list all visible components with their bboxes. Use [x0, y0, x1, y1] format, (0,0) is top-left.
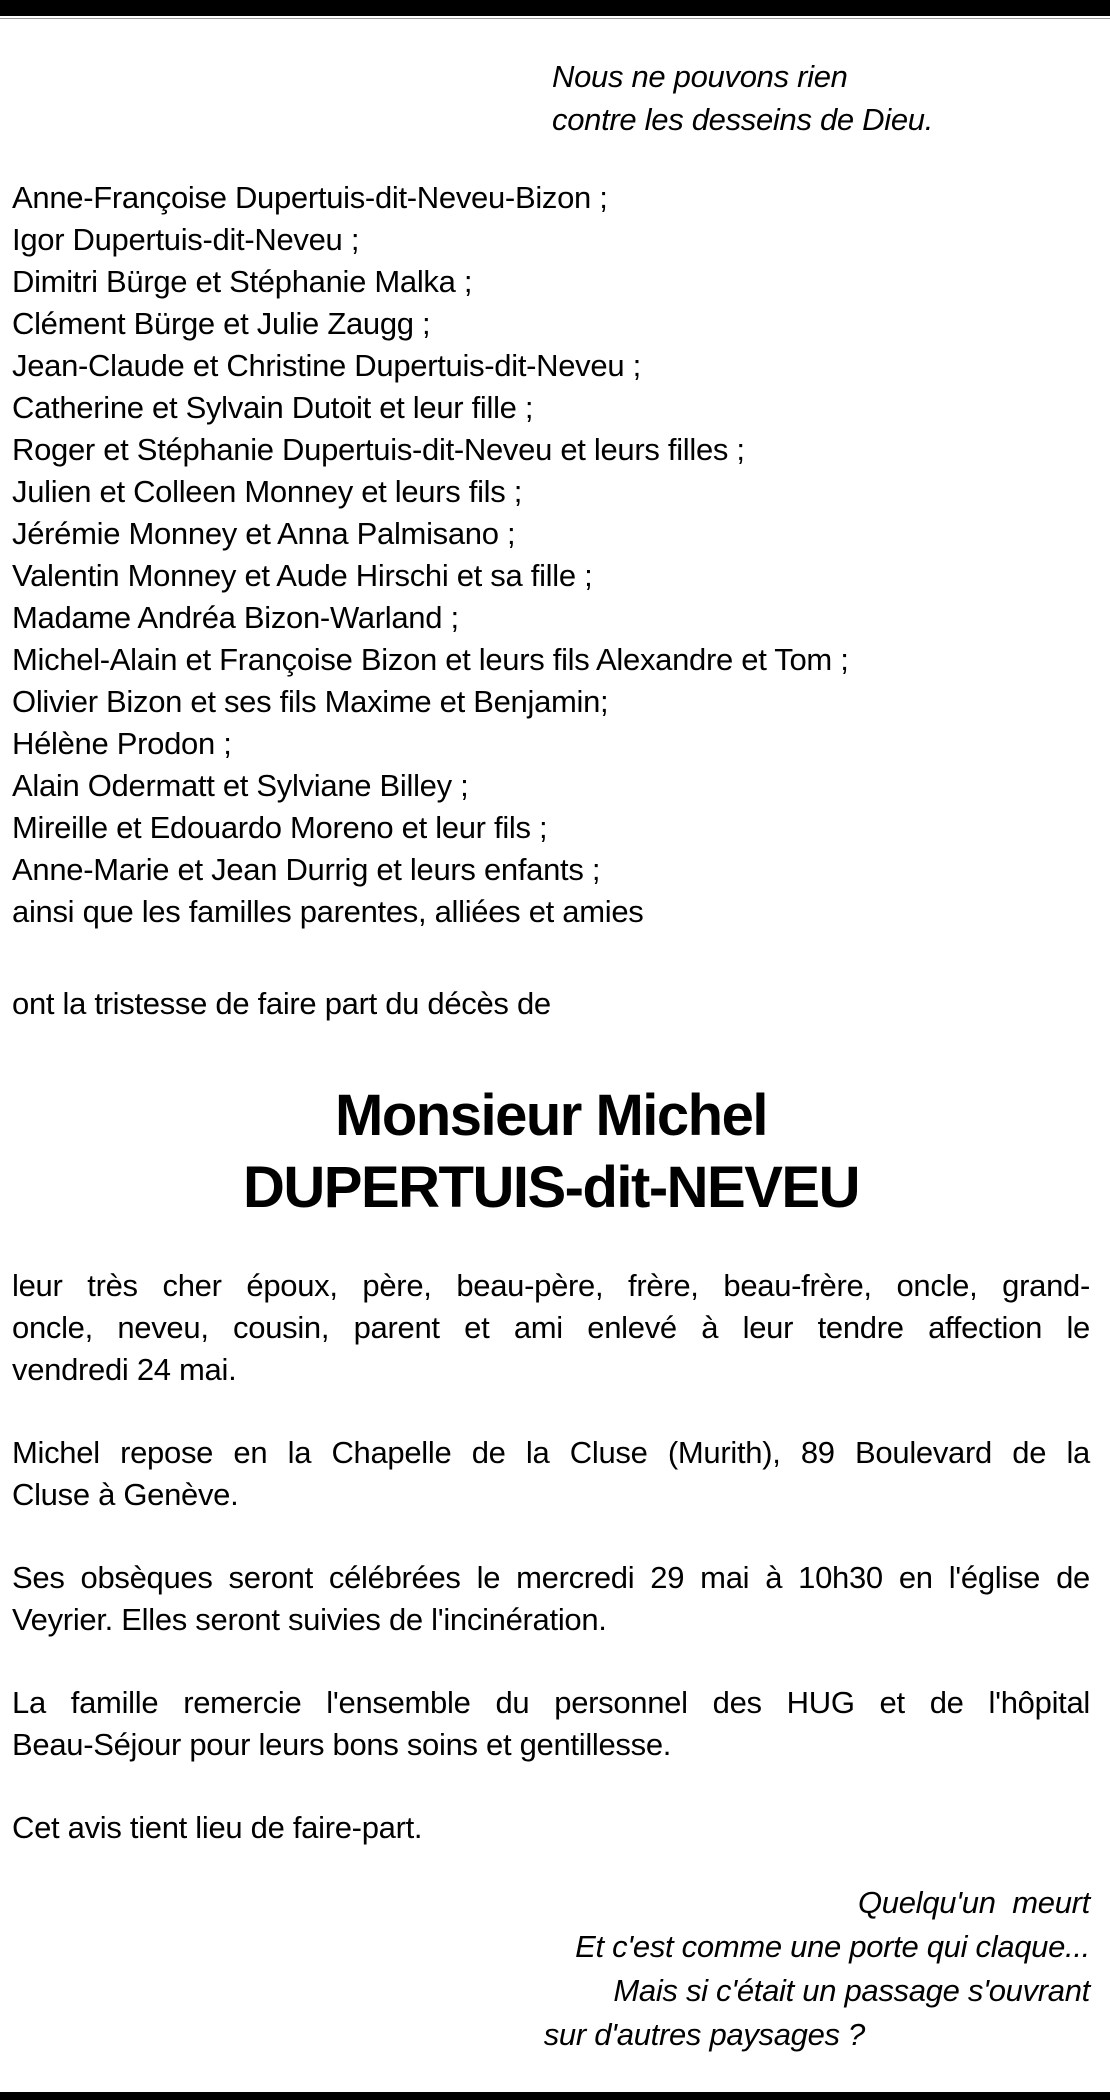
top-black-bar: [0, 0, 1110, 16]
deceased-name-line2: DUPERTUIS-dit-NEVEU: [243, 1155, 859, 1220]
paragraph-line: La famille remercie l'ensemble du personnel des HUG et de l'hôpital: [12, 1685, 1090, 1720]
deceased-name-heading: [12, 1080, 1090, 1224]
paragraph-line: oncle, neveu, cousin, parent et ami enlevé à leur tendre affection le: [12, 1310, 1090, 1345]
epigraph-line: Nous ne pouvons rien: [552, 59, 848, 94]
top-hairline-divider: [0, 18, 1110, 19]
closing-poem: [12, 1881, 1090, 2057]
deceased-name-line1: Monsieur Michel: [335, 1083, 767, 1148]
family-name-item: Roger et Stéphanie Dupertuis-dit-Neveu et leurs filles ;: [12, 432, 745, 467]
paragraph-repose: [12, 1432, 1090, 1516]
poem-line: sur d'autres paysages ?: [543, 2017, 865, 2052]
family-name-item: ainsi que les familles parentes, alliées et amies: [12, 894, 644, 929]
family-name-item: Michel-Alain et Françoise Bizon et leurs fils Alexandre et Tom ;: [12, 642, 849, 677]
family-name-item: Clément Bürge et Julie Zaugg ;: [12, 306, 431, 341]
family-name-item: Anne-Françoise Dupertuis-dit-Neveu-Bizon ;: [12, 180, 608, 215]
family-names-list: [12, 177, 1090, 933]
paragraph-obseques: [12, 1557, 1090, 1641]
paragraph-avis: [12, 1807, 1090, 1849]
family-name-item: Madame Andréa Bizon-Warland ;: [12, 600, 459, 635]
paragraph-line: Beau-Séjour pour leurs bons soins et gentillesse.: [12, 1727, 672, 1762]
family-name-item: Igor Dupertuis-dit-Neveu ;: [12, 222, 360, 257]
family-name-item: Catherine et Sylvain Dutoit et leur fille ;: [12, 390, 534, 425]
poem-line: Quelqu'un meurt: [857, 1885, 1090, 1920]
paragraph-line: Cet avis tient lieu de faire-part.: [12, 1810, 423, 1845]
family-name-item: Jean-Claude et Christine Dupertuis-dit-Neveu ;: [12, 348, 641, 383]
paragraph-line: Veyrier. Elles seront suivies de l'incinération.: [12, 1602, 607, 1637]
epigraph: [552, 55, 1090, 141]
epigraph-line: contre les desseins de Dieu.: [552, 102, 934, 137]
paragraph-line: Cluse à Genève.: [12, 1477, 239, 1512]
paragraph-line: Ses obsèques seront célébrées le mercredi 29 mai à 10h30 en l'église de: [12, 1560, 1090, 1595]
paragraph-line: Michel repose en la Chapelle de la Cluse (Murith), 89 Boulevard de la: [12, 1435, 1090, 1470]
bottom-black-bar: [0, 2092, 1110, 2100]
paragraph-line: vendredi 24 mai.: [12, 1352, 237, 1387]
family-name-item: Julien et Colleen Monney et leurs fils ;: [12, 474, 523, 509]
family-name-item: Anne-Marie et Jean Durrig et leurs enfants ;: [12, 852, 601, 887]
family-name-item: Hélène Prodon ;: [12, 726, 232, 761]
notice-content: [0, 55, 1110, 2057]
family-name-item: Jérémie Monney et Anna Palmisano ;: [12, 516, 516, 551]
announcement-intro: ont la tristesse de faire part du décès de: [12, 986, 551, 1021]
family-name-item: Dimitri Bürge et Stéphanie Malka ;: [12, 264, 473, 299]
paragraph-line: leur très cher époux, père, beau-père, frère, beau-frère, oncle, grand-: [12, 1268, 1090, 1303]
family-name-item: Mireille et Edouardo Moreno et leur fils ;: [12, 810, 548, 845]
poem-line: Et c'est comme une porte qui claque...: [575, 1929, 1090, 1964]
paragraph-remerciements: [12, 1682, 1090, 1766]
paragraph-relations: [12, 1265, 1090, 1391]
poem-line: Mais si c'était un passage s'ouvrant: [613, 1973, 1090, 2008]
family-name-item: Olivier Bizon et ses fils Maxime et Benjamin;: [12, 684, 609, 719]
family-name-item: Alain Odermatt et Sylviane Billey ;: [12, 768, 469, 803]
family-name-item: Valentin Monney et Aude Hirschi et sa fille ;: [12, 558, 593, 593]
